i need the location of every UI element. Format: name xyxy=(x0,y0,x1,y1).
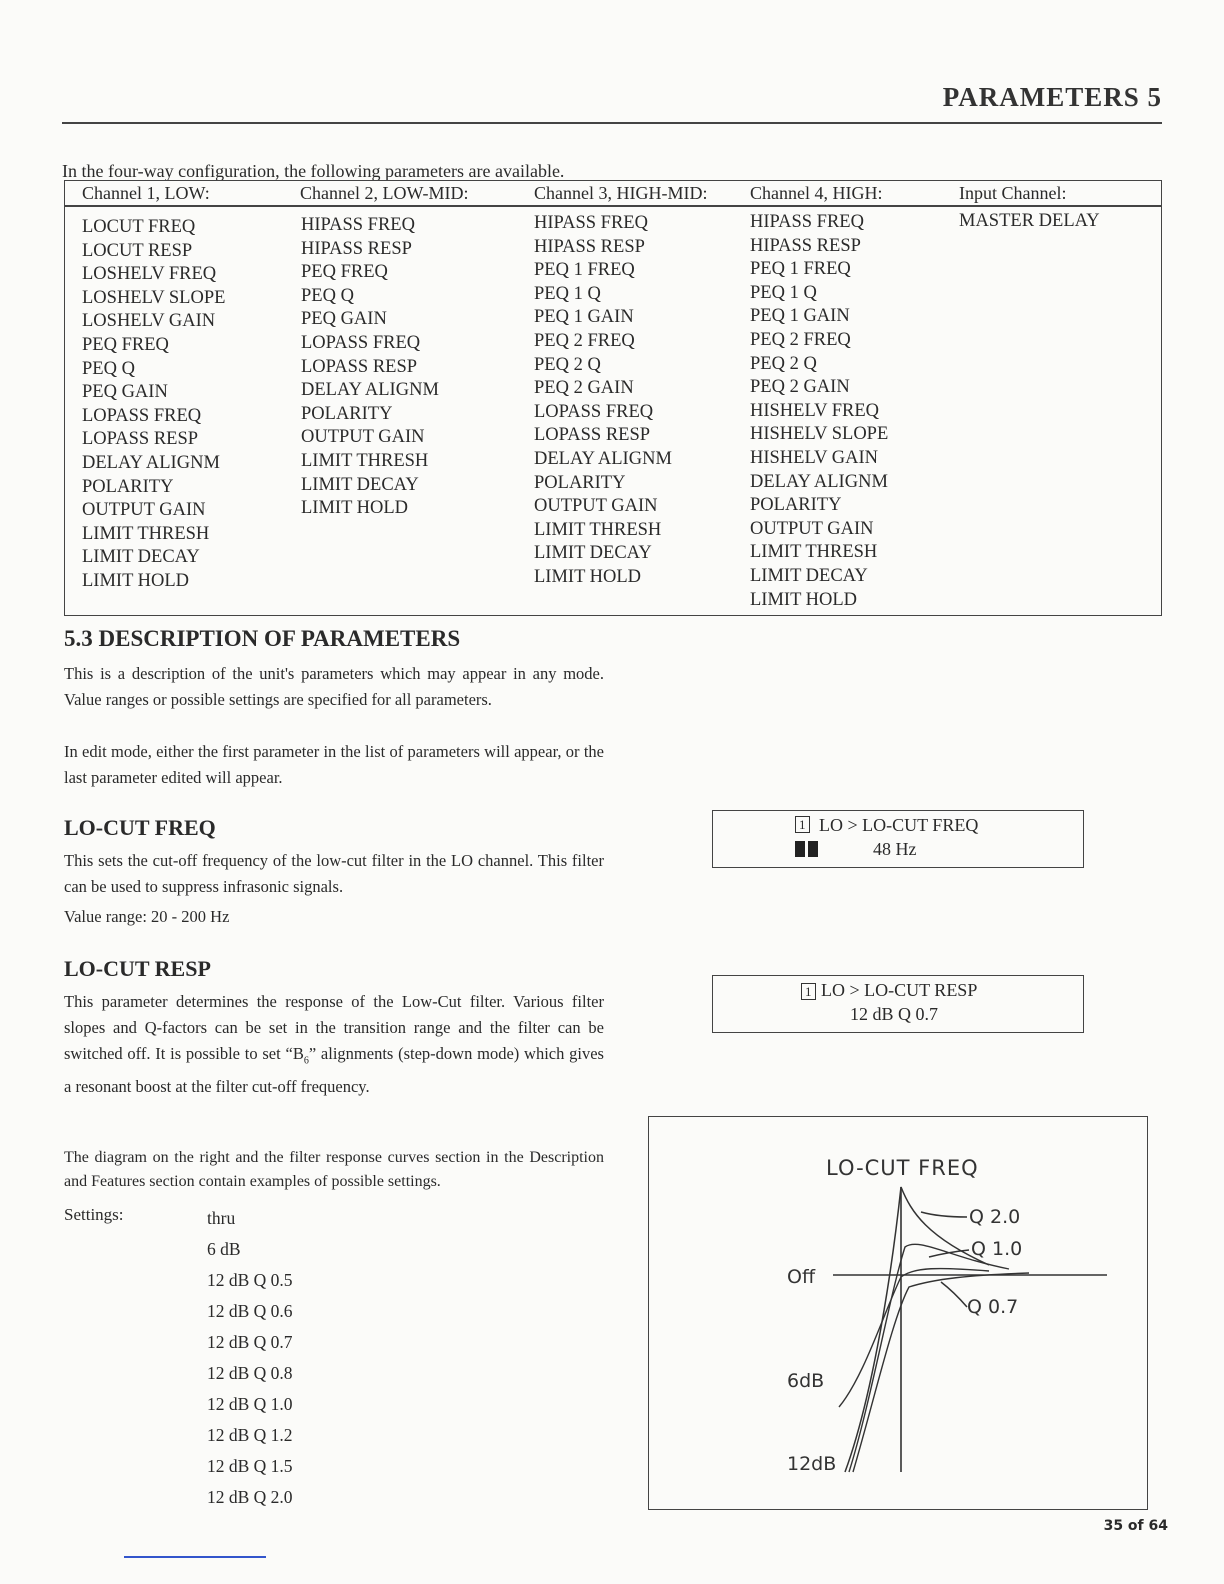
list-item: PEQ 2 Q xyxy=(750,353,817,374)
list-item: OUTPUT GAIN xyxy=(82,500,206,521)
locut-freq-display-line2: 48 Hz xyxy=(873,839,917,859)
header-divider xyxy=(62,122,1162,124)
q-1-0-pointer xyxy=(929,1250,969,1257)
table-header-divider xyxy=(64,205,1162,207)
locut-freq-title: LO-CUT FREQ xyxy=(64,815,216,840)
list-item: LIMIT HOLD xyxy=(534,566,642,587)
diagram-title: LO-CUT FREQ xyxy=(826,1156,979,1180)
list-item: HISHELV GAIN xyxy=(750,447,878,468)
q-0-7-label: Q 0.7 xyxy=(967,1296,1019,1318)
list-item: PEQ 1 Q xyxy=(750,282,817,303)
list-item: 12 dB Q 0.8 xyxy=(207,1363,293,1383)
locut-freq-description: This sets the cut-off frequency of the low-cut filter in the LO channel. This filter can be used to suppress infrasonic signals. xyxy=(64,851,604,896)
list-item: PEQ FREQ xyxy=(301,262,388,283)
curve-q-2-0 xyxy=(845,1187,989,1472)
q-2-0-label: Q 2.0 xyxy=(969,1206,1021,1228)
list-item: 12 dB Q 1.0 xyxy=(207,1394,293,1414)
list-item: LIMIT THRESH xyxy=(750,542,878,563)
list-item: HIPASS RESP xyxy=(750,235,861,256)
list-item: 12 dB Q 0.5 xyxy=(207,1270,293,1290)
list-item: 12 dB Q 0.6 xyxy=(207,1301,293,1321)
q-1-0-label: Q 1.0 xyxy=(971,1238,1023,1260)
list-item: PEQ 2 FREQ xyxy=(750,329,851,350)
list-item: 12 dB Q 1.2 xyxy=(207,1425,293,1445)
list-item: LOCUT FREQ xyxy=(82,217,196,237)
list-item: HIPASS FREQ xyxy=(301,215,415,235)
list-item: PEQ 2 GAIN xyxy=(534,378,634,399)
list-item: POLARITY xyxy=(301,403,393,424)
page-number: 35 of 64 xyxy=(1103,1518,1168,1534)
list-item: PEQ Q xyxy=(82,358,135,379)
list-item: LOSHELV FREQ xyxy=(82,264,217,285)
channel-4-heading: Channel 4, HIGH: xyxy=(750,183,883,203)
locut-resp-description: This parameter determines the response of the Low-Cut filter. Various filter slopes and Q-factors can be set in the transition range and the filter can be switched off. It is possible to set “$B_6$” alignments (step-down mode) which gives a resonant boost at the filter cut-off frequency. xyxy=(64,992,604,1097)
settings-list xyxy=(207,1203,293,1513)
list-item: OUTPUT GAIN xyxy=(750,518,874,539)
list-item: POLARITY xyxy=(750,495,842,516)
list-item: LOPASS RESP xyxy=(534,425,651,446)
list-item: LOPASS RESP xyxy=(301,356,418,377)
channel-4-params xyxy=(750,211,888,612)
settings-label: Settings: xyxy=(64,1205,124,1224)
list-item: PEQ 1 GAIN xyxy=(750,306,850,327)
list-item: PEQ 1 FREQ xyxy=(750,259,851,280)
section-title: 5.3 DESCRIPTION OF PARAMETERS xyxy=(64,626,461,651)
list-item: LOPASS RESP xyxy=(82,429,199,450)
channel-indicator-icon: 1 xyxy=(795,816,810,833)
list-item: PEQ 2 GAIN xyxy=(750,377,850,398)
list-item: DELAY ALIGNM xyxy=(750,471,888,492)
list-item: LOPASS FREQ xyxy=(82,405,202,426)
list-item: LOPASS FREQ xyxy=(534,401,654,422)
locut-resp-title: LO-CUT RESP xyxy=(64,956,211,981)
q-2-0-pointer xyxy=(921,1212,967,1217)
list-item: thru xyxy=(207,1208,236,1228)
list-item: 6 dB xyxy=(207,1239,241,1259)
locut-resp-display-line1: LO > LO-CUT RESP xyxy=(821,980,978,1000)
list-item: LIMIT DECAY xyxy=(750,565,868,586)
diagram-note: The diagram on the right and the filter response curves section in the Description and Features section contain examples of possible settings. xyxy=(64,1149,604,1190)
list-item: LIMIT HOLD xyxy=(301,498,409,519)
list-item: HISHELV SLOPE xyxy=(750,424,889,445)
locut-freq-display-line1: LO > LO-CUT FREQ xyxy=(819,815,979,835)
q-0-7-pointer xyxy=(941,1282,967,1307)
list-item: LIMIT HOLD xyxy=(82,570,190,591)
list-item: PEQ GAIN xyxy=(301,309,387,330)
channel-2-heading: Channel 2, LOW-MID: xyxy=(300,183,469,203)
list-item: OUTPUT GAIN xyxy=(534,496,658,517)
list-item: PEQ 1 FREQ xyxy=(534,260,635,281)
intro-text: In the four-way configuration, the following parameters are available. xyxy=(62,161,565,181)
list-item: HIPASS FREQ xyxy=(750,212,864,232)
list-item: HIPASS RESP xyxy=(534,236,645,257)
list-item: LIMIT DECAY xyxy=(534,543,652,564)
input-channel-params xyxy=(959,210,1100,234)
list-item: HIPASS FREQ xyxy=(534,213,648,233)
channel-indicator-icon: 1 xyxy=(801,983,816,1000)
response-curves-svg xyxy=(649,1117,1146,1508)
list-item: OUTPUT GAIN xyxy=(301,427,425,448)
list-item: 12 dB Q 1.5 xyxy=(207,1456,293,1476)
chapter-title: PARAMETERS 5 xyxy=(942,82,1162,112)
channel-3-heading: Channel 3, HIGH-MID: xyxy=(534,183,708,203)
slope-6db-curve xyxy=(839,1269,989,1407)
scroll-indicator xyxy=(124,1556,266,1558)
locut-freq-display xyxy=(712,810,1084,868)
list-item: POLARITY xyxy=(534,472,626,493)
list-item: 12 dB Q 2.0 xyxy=(207,1487,293,1507)
section-paragraph-2: In edit mode, either the first parameter in the list of parameters will appear, or the last parameter edited will appear. xyxy=(64,742,604,787)
list-item: PEQ 1 Q xyxy=(534,283,601,304)
section-paragraph-1: This is a description of the unit's parameters which may appear in any mode. Value ranges or possible settings are specified for all parameters. xyxy=(64,664,604,709)
channel-1-params xyxy=(82,216,225,594)
list-item: DELAY ALIGNM xyxy=(301,380,439,401)
list-item: LIMIT THRESH xyxy=(82,523,210,544)
channel-1-heading: Channel 1, LOW: xyxy=(82,183,210,203)
locut-resp-display-line2: 12 dB Q 0.7 xyxy=(850,1004,939,1024)
list-item: PEQ FREQ xyxy=(82,334,169,355)
locut-freq-range: Value range: 20 - 200 Hz xyxy=(64,907,230,926)
list-item: POLARITY xyxy=(82,476,174,497)
list-item: LOCUT RESP xyxy=(82,240,193,261)
channel-3-params xyxy=(534,212,672,590)
input-channel-heading: Input Channel: xyxy=(959,183,1067,203)
blocks-icon xyxy=(795,841,819,857)
list-item: DELAY ALIGNM xyxy=(534,448,672,469)
list-item: LIMIT DECAY xyxy=(82,547,200,568)
list-item: PEQ 2 Q xyxy=(534,354,601,375)
list-item: 12 dB Q 0.7 xyxy=(207,1332,293,1352)
list-item: LIMIT THRESH xyxy=(301,450,429,471)
list-item: LOSHELV SLOPE xyxy=(82,287,226,308)
locut-resp-display xyxy=(712,975,1084,1033)
list-item: LIMIT DECAY xyxy=(301,474,419,495)
list-item: DELAY ALIGNM xyxy=(82,452,220,473)
list-item: LOSHELV GAIN xyxy=(82,311,216,332)
off-label: Off xyxy=(787,1266,816,1288)
list-item: PEQ 1 GAIN xyxy=(534,307,634,328)
list-item: HISHELV FREQ xyxy=(750,400,880,421)
list-item: LIMIT THRESH xyxy=(534,519,662,540)
6db-label: 6dB xyxy=(787,1370,825,1392)
curve-q-1-0 xyxy=(849,1244,1009,1472)
list-item: MASTER DELAY xyxy=(959,211,1100,231)
list-item: HIPASS RESP xyxy=(301,238,412,259)
channel-2-params xyxy=(301,214,439,521)
12db-label: 12dB xyxy=(787,1453,837,1475)
list-item: PEQ 2 FREQ xyxy=(534,330,635,351)
list-item: PEQ Q xyxy=(301,285,354,306)
list-item: LOPASS FREQ xyxy=(301,332,421,353)
list-item: PEQ GAIN xyxy=(82,382,168,403)
list-item: LIMIT HOLD xyxy=(750,589,858,610)
locut-response-diagram xyxy=(648,1116,1148,1510)
